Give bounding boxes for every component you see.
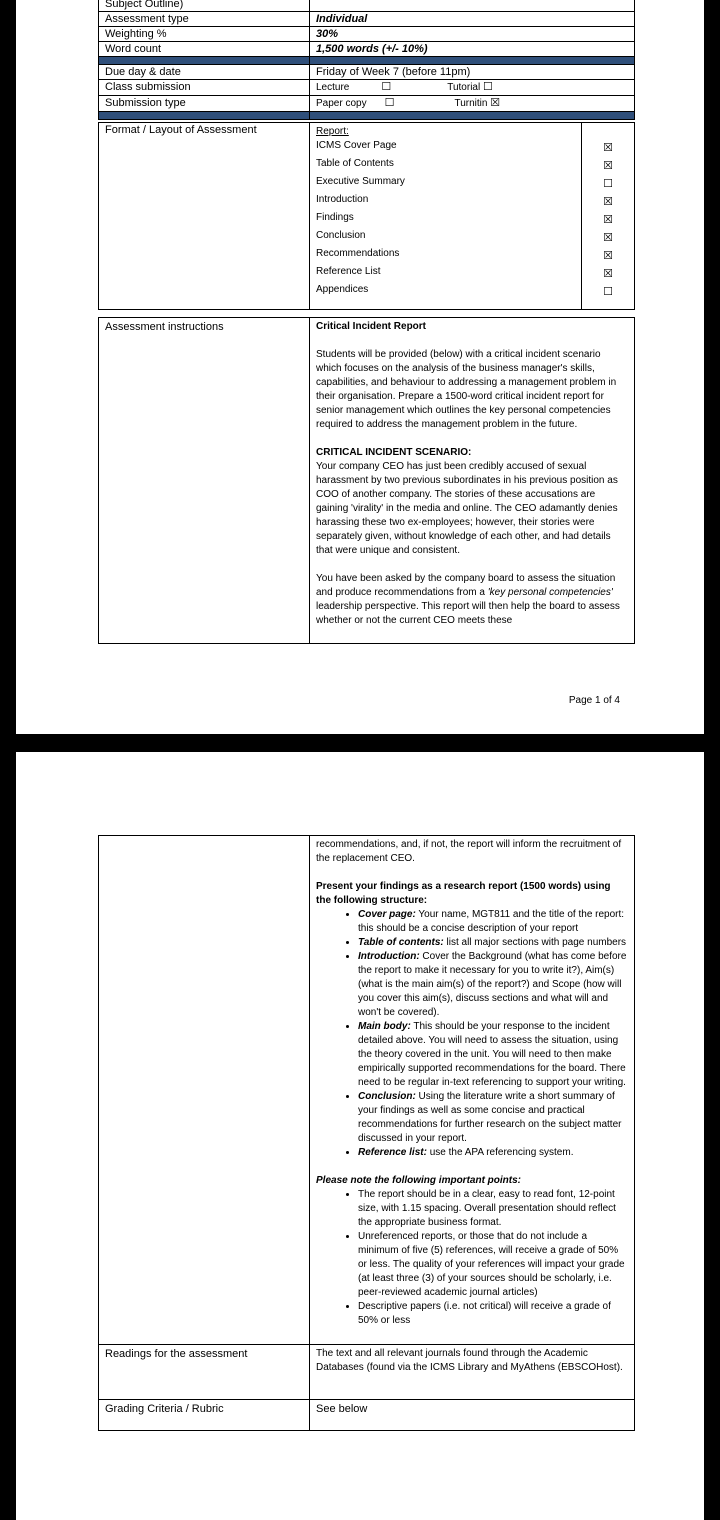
format-item: Table of Contents [316, 158, 394, 169]
value: See below [310, 1400, 635, 1431]
format-item: Executive Summary [316, 176, 405, 187]
list-item: • Conclusion: Using the literature write a short summary of your findings as well as some concise and practical recommendations for further research on the subject matter discussed in your report. [358, 1090, 628, 1146]
label: Format / Layout of Assessment [99, 123, 310, 310]
checkbox: ☒ [603, 142, 613, 154]
instructions-continued-table [98, 835, 635, 1431]
scenario-text: Your company CEO has just been credibly accused of sexual harassment by two previous subordinates in his previous position as COO of another company. The stories of these accusations are gaining 'virality' in the media and online. The CEO adamantly denies harassing these two ex-employees; however, their stories were separately given, without knowledge of each other, and had details that were unique and consistent. [316, 461, 618, 556]
list-item: • Main body: This should be your response to the incident detailed above. You will need to assess the situation, using the theory covered in the unit. You will need to then make empirically supported recommendations for the board. There need to be regular in-text referencing to support your writing. [358, 1020, 628, 1090]
label: Readings for the assessment [99, 1345, 310, 1400]
format-table [98, 122, 635, 310]
row-submission-type [99, 96, 635, 112]
scenario-heading: CRITICAL INCIDENT SCENARIO: [316, 447, 472, 458]
assessment-details-table [98, 0, 635, 120]
notes-list [316, 1188, 628, 1328]
instructions-continued-body [310, 836, 635, 1345]
partial-row: Subject Outline) [99, 0, 635, 12]
list-item: • Descriptive papers (i.e. not critical) will receive a grade of 50% or less [358, 1300, 628, 1328]
checkbox: ☒ [603, 232, 613, 244]
format-list [310, 123, 582, 310]
row-weighting [99, 27, 635, 42]
row-due-date [99, 65, 635, 80]
document-page-2 [16, 752, 704, 1520]
instructions-title: Critical Incident Report [316, 321, 427, 332]
lecture-checkbox: ☐ [381, 81, 392, 93]
list-item: • Introduction: Cover the Background (what has come before the report to make it necessary for you to write it?), Aim(s) (what is the main aim(s) of the report?) and Scope (how will you cover this aim(s), discuss sections and what will and won't be covered). [358, 950, 628, 1020]
label: Weighting % [99, 27, 310, 42]
section-divider [99, 112, 635, 120]
checkbox: ☒ [603, 250, 613, 262]
document-page-1 [16, 0, 704, 734]
row-instructions-continued [99, 836, 635, 1345]
row-format [99, 123, 635, 310]
value: 30% [310, 27, 635, 42]
row-readings [99, 1345, 635, 1400]
continuation-text: recommendations, and, if not, the report will inform the recruitment of the replacement CEO. [316, 839, 622, 864]
turnitin-checkbox: ☒ [490, 97, 501, 109]
row-word-count [99, 42, 635, 57]
format-checkboxes [582, 123, 635, 310]
label: Submission type [99, 96, 310, 112]
structure-list [316, 908, 628, 1160]
checkbox: ☒ [603, 196, 613, 208]
label: Assessment type [99, 12, 310, 27]
row-class-submission [99, 80, 635, 96]
value: Paper copy ☐ Turnitin ☒ [310, 96, 635, 112]
instructions-body [310, 318, 635, 644]
row-assessment-type [99, 12, 635, 27]
value: 1,500 words (+/- 10%) [310, 42, 635, 57]
checkbox: ☒ [603, 268, 613, 280]
value: Individual [310, 12, 635, 27]
format-heading: Report: [316, 126, 349, 137]
value: Friday of Week 7 (before 11pm) [310, 65, 635, 80]
section-divider [99, 57, 635, 65]
value: Lecture ☐ Tutorial ☐ [310, 80, 635, 96]
tutorial-checkbox: ☐ [483, 81, 493, 93]
checkbox: ☐ [603, 178, 613, 190]
page-number: Page 1 of 4 [568, 695, 620, 706]
label: Class submission [99, 80, 310, 96]
checkbox: ☒ [603, 214, 613, 226]
format-item: Findings [316, 212, 354, 223]
structure-heading: Present your findings as a research report (1500 words) using the following structure: [316, 881, 611, 906]
row-instructions [99, 318, 635, 644]
format-item: Appendices [316, 284, 369, 295]
list-item: • Cover page: Your name, MGT811 and the title of the report: this should be a concise description of your report [358, 908, 628, 936]
list-item: • Reference list: use the APA referencing system. [358, 1146, 628, 1160]
checkbox: ☒ [603, 160, 613, 172]
label: Word count [99, 42, 310, 57]
label: Grading Criteria / Rubric [99, 1400, 310, 1431]
checkbox: ☐ [603, 286, 613, 298]
label: Assessment instructions [99, 318, 310, 644]
format-item: Introduction [316, 194, 369, 205]
format-item: Reference List [316, 266, 381, 277]
format-item: Conclusion [316, 230, 366, 241]
value: The text and all relevant journals found through the Academic Databases (found via the ICMS Library and MyAthens (EBSCOHost). [310, 1345, 635, 1400]
instructions-paragraph: Students will be provided (below) with a critical incident scenario which focuses on the analysis of the business manager's skills, capabilities, and behaviour to addressing a management problem in their organisation. Prepare a 1500-word critical incident report for senior management which outlines the key personal competencies required to address the management problem in the future. [316, 349, 617, 430]
list-item: • Unreferenced reports, or those that do not include a minimum of five (5) references, will receive a grade of 50% or less. The quality of your references will impact your grade (at least three (3) of your sources should be scholarly, i.e. peer-reviewed academic journal articles) [358, 1230, 628, 1300]
list-item: • Table of contents: list all major sections with page numbers [358, 936, 628, 950]
instructions-paragraph: You have been asked by the company board to assess the situation and produce recommendations from a 'key personal competencies' leadership perspective. This report will then help the board to assess whether or not the current CEO meets these [316, 573, 620, 626]
format-item: Recommendations [316, 248, 400, 259]
format-item: ICMS Cover Page [316, 140, 397, 151]
instructions-table [98, 317, 635, 644]
notes-heading: Please note the following important points: [316, 1175, 522, 1186]
list-item: • The report should be in a clear, easy to read font, 12-point size, with 1.15 spacing. Overall presentation should reflect the appropriate business format. [358, 1188, 628, 1230]
paper-copy-checkbox: ☐ [384, 97, 395, 109]
row-grading [99, 1400, 635, 1431]
label: Due day & date [99, 65, 310, 80]
